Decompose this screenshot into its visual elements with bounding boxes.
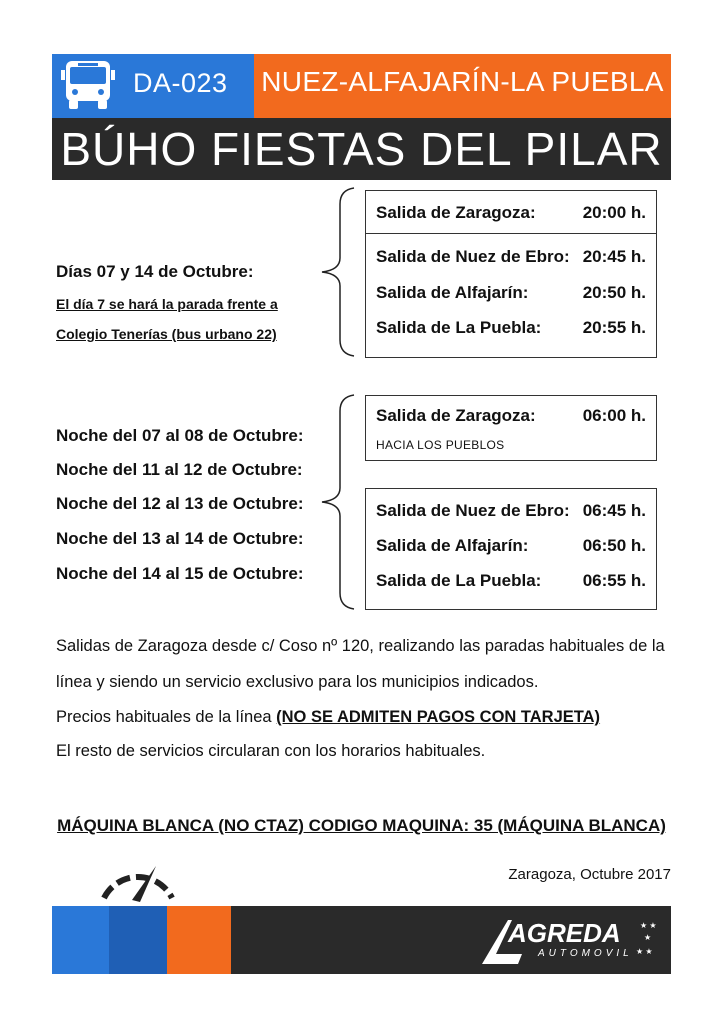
- price-text: Precios habituales de la línea: [56, 708, 277, 726]
- divider: [366, 233, 656, 234]
- svg-text:AGREDA: AGREDA: [508, 918, 621, 948]
- night-label: Noche del 11 al 12 de Octubre:: [56, 460, 303, 479]
- days-label: Días 07 y 14 de Octubre:: [56, 262, 254, 281]
- night-label: Noche del 14 al 15 de Octubre:: [56, 564, 304, 583]
- page-title: BÚHO FIESTAS DEL PILAR: [60, 123, 663, 175]
- footer-blue-panel: [52, 906, 109, 974]
- svg-text:★ ★: ★ ★: [636, 947, 653, 956]
- gauge-icon: [96, 848, 180, 904]
- machine-note: MÁQUINA BLANCA (NO CTAZ) CODIGO MAQUINA: 35 (MÁQUINA BLANCA): [57, 816, 666, 835]
- card-warning: (NO SE ADMITEN PAGOS CON TARJETA): [276, 708, 601, 726]
- svg-text:★: ★: [644, 933, 652, 942]
- footer-orange-panel: [167, 906, 231, 974]
- svg-text:★ ★: ★ ★: [640, 921, 657, 930]
- route-name: NUEZ-ALFAJARÍN-LA PUEBLA: [261, 66, 664, 97]
- line-code: DA-023: [133, 68, 228, 98]
- svg-text:AUTOMOVIL: AUTOMOVIL: [538, 948, 633, 959]
- note-line: Salidas de Zaragoza desde c/ Coso nº 120, realizando las paradas habituales de la: [56, 637, 665, 655]
- brace-1: [318, 186, 358, 358]
- bus-icon: [58, 58, 118, 114]
- stop-note-line1: El día 7 se hará la parada frente a: [56, 296, 278, 312]
- note-line: línea y siendo un servicio exclusivo para los municipios indicados.: [56, 673, 539, 691]
- agreda-logo: [478, 912, 668, 970]
- brace-2: [318, 393, 358, 611]
- note-line: [56, 708, 600, 727]
- footer-blue-panel-2: [109, 906, 167, 974]
- schedule-box-2: Salida de Zaragoza: 06:00 h. HACIA LOS PUEBLOS: [365, 395, 657, 461]
- stop-note-line2: Colegio Tenerías (bus urbano 22): [56, 326, 277, 342]
- direction-note: HACIA LOS PUEBLOS: [376, 438, 505, 452]
- night-label: Noche del 07 al 08 de Octubre:: [56, 426, 304, 445]
- night-label: Noche del 12 al 13 de Octubre:: [56, 494, 304, 513]
- schedule-box-1: Salida de Zaragoza: 20:00 h. Salida de Nuez de Ebro: 20:45 h. Salida de Alfajarín: 20:50 h. Salida de La Puebla: 20:55 h.: [365, 190, 657, 358]
- night-label: Noche del 13 al 14 de Octubre:: [56, 529, 304, 548]
- schedule-box-3: Salida de Nuez de Ebro: 06:45 h. Salida de Alfajarín: 06:50 h. Salida de La Puebla: 06:55 h.: [365, 488, 657, 610]
- date-text: Zaragoza, Octubre 2017: [508, 866, 671, 883]
- note-line: El resto de servicios circularan con los horarios habituales.: [56, 742, 486, 760]
